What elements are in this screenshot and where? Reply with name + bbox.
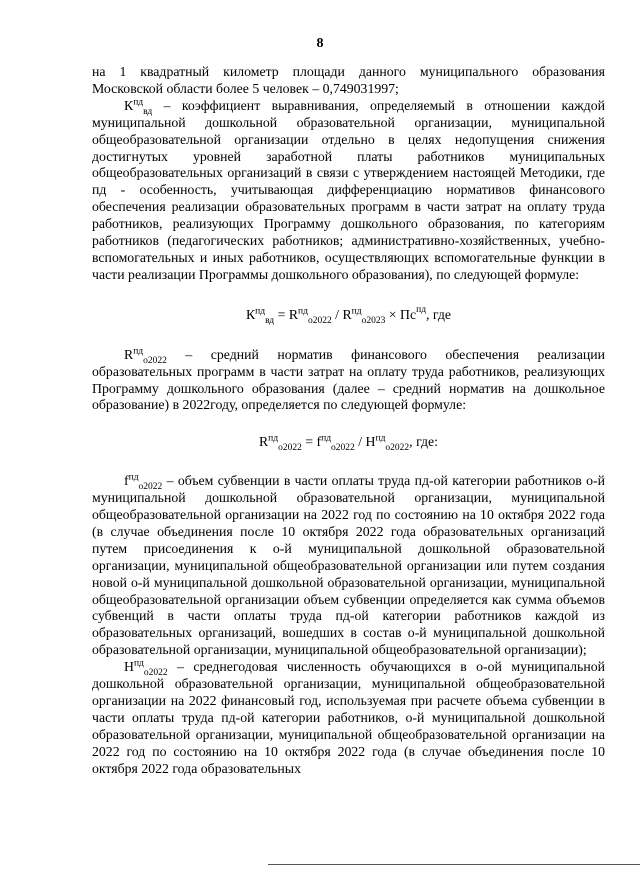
footer-divider [268, 864, 640, 865]
symbol-h: $Н^{пд}_{o2022}$ [124, 658, 168, 678]
symbol-kvd: $К^{пд}_{вд}$ [124, 97, 153, 117]
symbol-r: $R^{пд}_{o2022}$ [124, 346, 167, 366]
paragraph-continuation: на 1 квадратный километр площади данного муниципального образования Московской области более 5 человек – 0,749031997; [92, 64, 605, 96]
paragraph-kvd-definition: $К^{пд}_{вд}$ – коэффициент выравнивания, определяемый в отношении каждой муниципальной дошкольной образовательной организации, муниципальной общеобразовательной организации отдельно в целях недопущения снижения достигнутых уровней заработной платы работников муниципальных общеобразовательных организаций в связи с утверждением настоящей Методики, где пд - особенность, учитывающая дифференциацию нормативов финансового обеспечения реализации образовательных программ в части затрат на оплату труда работников, реализующих Программу дошкольного образования, по категориям работников (педагогических работников; административно-хозяйственных, учебно-вспомогательных и иных работников, осуществляющих вспомогательные функции в части реализации Программы дошкольного образования), по следующей формуле: [92, 97, 605, 282]
paragraph-r-definition: $R^{пд}_{o2022}$ – средний норматив финансового обеспечения реализации образовательных программ в части затрат на оплату труда работников, реализующих Программу дошкольного образования (далее – средний норматив на дошкольное образование) в 2022году, определяется по следующей формуле: [92, 346, 605, 413]
page-number: 8 [316, 36, 324, 51]
formula-kvd: $К^{пд}_{вд} = R^{пд}_{o2022} / R^{пд}_{o2023} \times Пс^{пд}$, где [245, 305, 452, 326]
paragraph-f-definition: $f^{пд}_{o2022}$ – объем субвенции в части оплаты труда пд-ой категории работников о-й муниципальной дошкольной образовательной организации, муниципальной общеобразовательной организации на 2022 год по состоянию на 10 октября 2022 года (в случае объединения после 10 октября 2022 года образовательных организаций путем присоединения к о-й муниципальной дошкольной образовательной организации, муниципальной общеобразовательной организации или путем создания новой о-й муниципальной дошкольной образовательной организации, муниципальной общеобразовательной организации объем субвенции определяется как сумма объемов субвенций в части оплаты труда пд-ой категории работников каждой из образовательных организаций, вошедших в состав о-й муниципальной дошкольной образовательной организации, муниципальной общеобразовательной организации); [92, 472, 605, 658]
formula-r: $R^{пд}_{o2022} = f^{пд}_{o2022} / Н^{пд}_{o2022}$, где: [258, 433, 439, 454]
paragraph-h-definition: $Н^{пд}_{o2022}$ – среднегодовая численность обучающихся в о-ой муниципальной дошкольной образовательной организации, муниципальной общеобразовательной организации на 2022 финансовый год, используемая при расчете объема субвенции в части оплаты труда пд-ой категории работников, о-й муниципальной дошкольной образовательной организации, муниципальной общеобразовательной организации на 2022 год по состоянию на 10 октября 2022 года (в случае объединения после 10 октября 2022 года образовательных [92, 658, 605, 776]
symbol-f: $f^{пд}_{o2022}$ [124, 472, 163, 492]
page-body [92, 64, 605, 778]
